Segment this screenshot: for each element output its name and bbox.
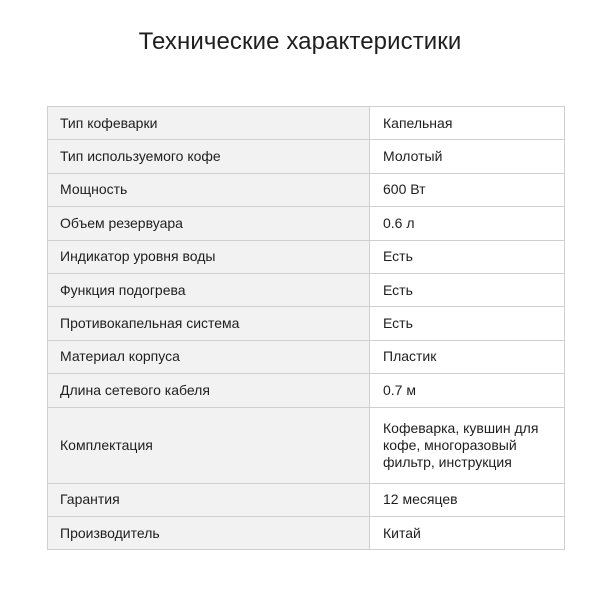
specifications-table [47, 106, 565, 550]
table-row [48, 173, 565, 206]
spec-value: Есть [370, 240, 565, 273]
table-row [48, 273, 565, 306]
table-row [48, 140, 565, 173]
spec-value: Пластик [370, 340, 565, 373]
table-row [48, 307, 565, 340]
spec-value: Есть [370, 273, 565, 306]
spec-label: Комплектация [48, 407, 370, 483]
spec-value: 0.7 м [370, 374, 565, 407]
spec-label: Функция подогрева [48, 273, 370, 306]
spec-value: Кофеварка, кувшин для кофе, многоразовый фильтр, инструкция [370, 407, 565, 483]
spec-label: Материал корпуса [48, 340, 370, 373]
spec-label: Производитель [48, 516, 370, 549]
spec-value: Китай [370, 516, 565, 549]
table-row [48, 407, 565, 483]
spec-value: Молотый [370, 140, 565, 173]
page-title: Технические характеристики [138, 28, 462, 55]
table-row [48, 516, 565, 549]
spec-label: Гарантия [48, 483, 370, 516]
table-row [48, 374, 565, 407]
table-row [48, 240, 565, 273]
table-row [48, 207, 565, 240]
spec-label: Индикатор уровня воды [48, 240, 370, 273]
spec-value: 600 Вт [370, 173, 565, 206]
spec-label: Противокапельная система [48, 307, 370, 340]
table-row [48, 483, 565, 516]
spec-label: Тип кофеварки [48, 107, 370, 140]
spec-value: 12 месяцев [370, 483, 565, 516]
table-row [48, 340, 565, 373]
spec-label: Длина сетевого кабеля [48, 374, 370, 407]
spec-label: Объем резервуара [48, 207, 370, 240]
table-row [48, 107, 565, 140]
spec-label: Мощность [48, 173, 370, 206]
spec-value: 0.6 л [370, 207, 565, 240]
spec-value: Капельная [370, 107, 565, 140]
spec-value: Есть [370, 307, 565, 340]
spec-label: Тип используемого кофе [48, 140, 370, 173]
